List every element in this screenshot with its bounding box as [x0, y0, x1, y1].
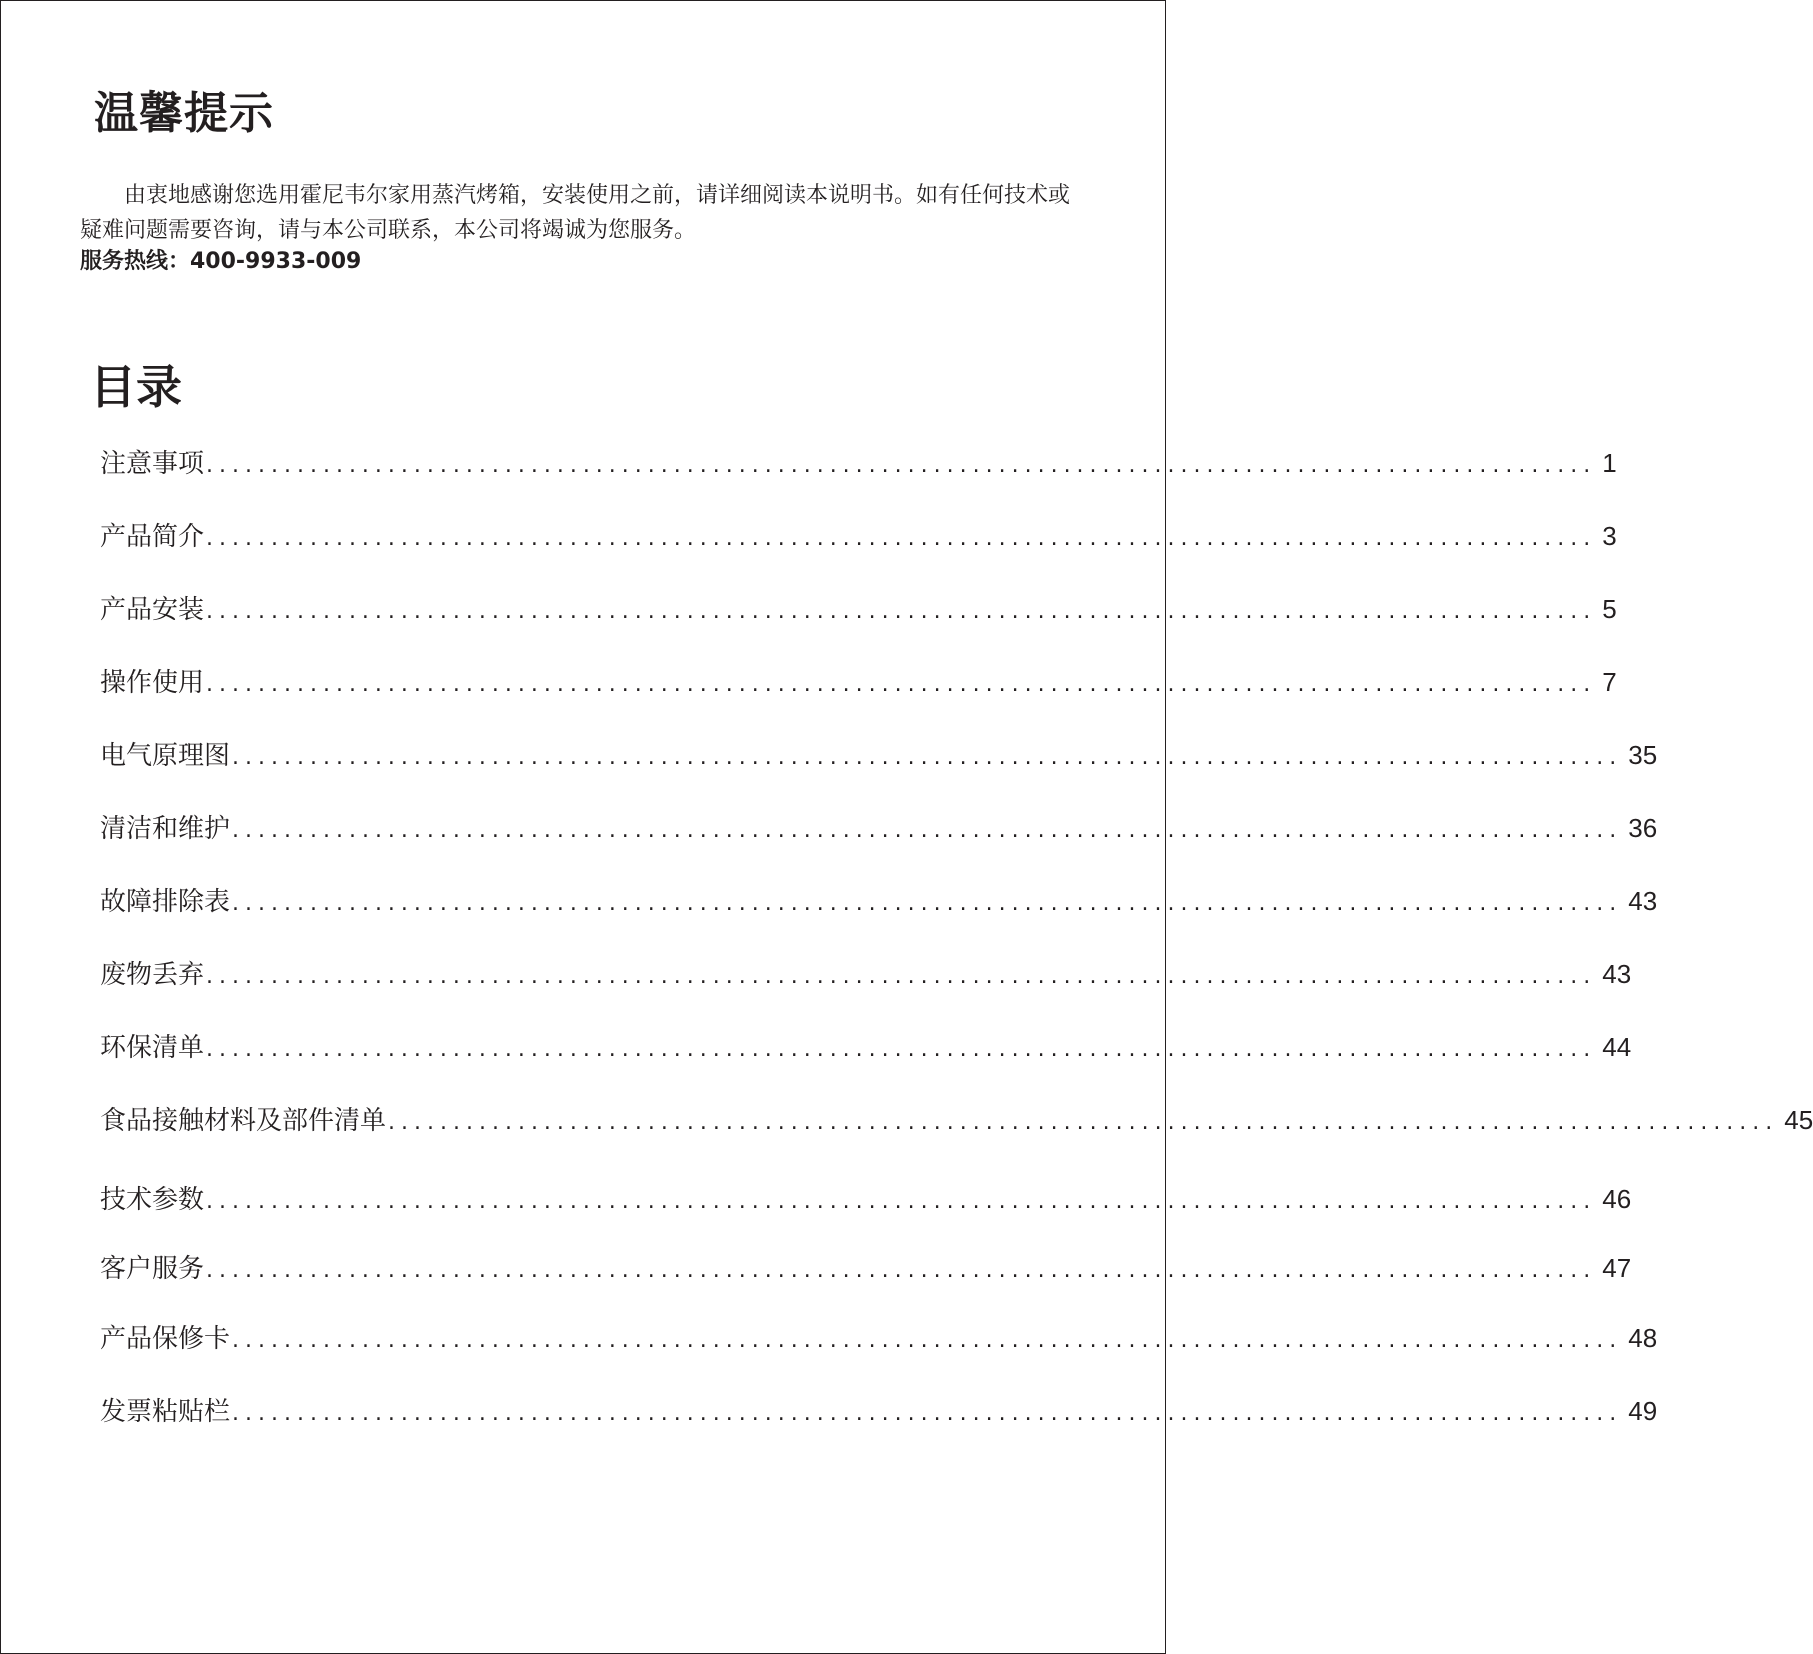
- toc-item-label: 废物丢弃: [100, 960, 205, 990]
- toc-leader-dots: ...........................................................................................................: [232, 1328, 1623, 1353]
- toc-leader-dots: ...........................................................................................................: [388, 1110, 1779, 1135]
- toc-leader-dots: ...........................................................................................................: [232, 745, 1623, 770]
- notice-paragraph-text: 由衷地感谢您选用霍尼韦尔家用蒸汽烤箱，安装使用之前，请详细阅读本说明书。如有任何技术或疑难问题需要咨询，请与本公司联系，本公司将竭诚为您服务。: [80, 183, 1071, 243]
- toc-leader-dots: ...........................................................................................................: [206, 1258, 1597, 1283]
- toc-item[interactable]: [100, 1393, 1658, 1429]
- toc-item-page: 5: [1602, 594, 1617, 624]
- toc-leader-dots: ...........................................................................................................: [206, 526, 1597, 551]
- service-hotline: 服务热线：400-9933-009: [80, 249, 362, 274]
- toc-item-label: 环保清单: [100, 1033, 205, 1063]
- toc-item-page: 45: [1784, 1105, 1813, 1135]
- toc-item[interactable]: [100, 664, 1617, 700]
- toc-item[interactable]: [100, 737, 1658, 773]
- toc-item-page: 36: [1628, 813, 1658, 843]
- toc-item[interactable]: [100, 1181, 1632, 1217]
- toc-item-label: 客户服务: [100, 1254, 205, 1284]
- notice-title: 温馨提示: [94, 88, 274, 139]
- toc-item[interactable]: [100, 1029, 1632, 1065]
- toc-leader-dots: ...........................................................................................................: [206, 672, 1597, 697]
- toc-item-page: 43: [1628, 886, 1658, 916]
- toc-item-label: 产品保修卡: [100, 1324, 231, 1354]
- toc-item-page: 48: [1628, 1323, 1658, 1353]
- toc-item-page: 49: [1628, 1396, 1658, 1426]
- toc-item-label: 食品接触材料及部件清单: [100, 1106, 387, 1136]
- toc-leader-dots: ...........................................................................................................: [206, 964, 1597, 989]
- toc-item[interactable]: [100, 1250, 1632, 1286]
- toc-item[interactable]: [100, 591, 1617, 627]
- toc-item-page: 35: [1628, 740, 1658, 770]
- toc-item-label: 注意事项: [100, 449, 205, 479]
- toc-leader-dots: ...........................................................................................................: [206, 453, 1597, 478]
- toc-item-page: 44: [1602, 1032, 1632, 1062]
- toc-leader-dots: ...........................................................................................................: [206, 599, 1597, 624]
- toc-item[interactable]: [100, 1102, 1813, 1138]
- toc-item-label: 操作使用: [100, 668, 205, 698]
- toc-item-page: 43: [1602, 959, 1632, 989]
- toc-item-page: 1: [1602, 448, 1617, 478]
- toc-item-page: 46: [1602, 1184, 1632, 1214]
- toc-title: 目录: [90, 360, 182, 414]
- toc-leader-dots: ...........................................................................................................: [206, 1037, 1597, 1062]
- toc-item-label: 清洁和维护: [100, 814, 231, 844]
- toc-item-label: 发票粘贴栏: [100, 1397, 231, 1427]
- toc-item-page: 7: [1602, 667, 1617, 697]
- notice-paragraph: [80, 178, 1090, 248]
- toc-leader-dots: ...........................................................................................................: [232, 818, 1623, 843]
- toc-item[interactable]: [100, 810, 1658, 846]
- toc-leader-dots: ...........................................................................................................: [232, 891, 1623, 916]
- toc-item-label: 技术参数: [100, 1185, 205, 1215]
- toc-item[interactable]: [100, 956, 1632, 992]
- toc-item-page: 3: [1602, 521, 1617, 551]
- toc-leader-dots: ...........................................................................................................: [232, 1401, 1623, 1426]
- toc-leader-dots: ...........................................................................................................: [206, 1189, 1597, 1214]
- toc-item[interactable]: [100, 445, 1617, 481]
- toc-item-page: 47: [1602, 1253, 1632, 1283]
- toc-item-label: 产品简介: [100, 522, 205, 552]
- toc-item[interactable]: [100, 1320, 1658, 1356]
- toc-item-label: 产品安装: [100, 595, 205, 625]
- toc-item[interactable]: [100, 883, 1658, 919]
- toc-item[interactable]: [100, 518, 1617, 554]
- toc-item-label: 故障排除表: [100, 887, 231, 917]
- toc-item-label: 电气原理图: [100, 741, 231, 771]
